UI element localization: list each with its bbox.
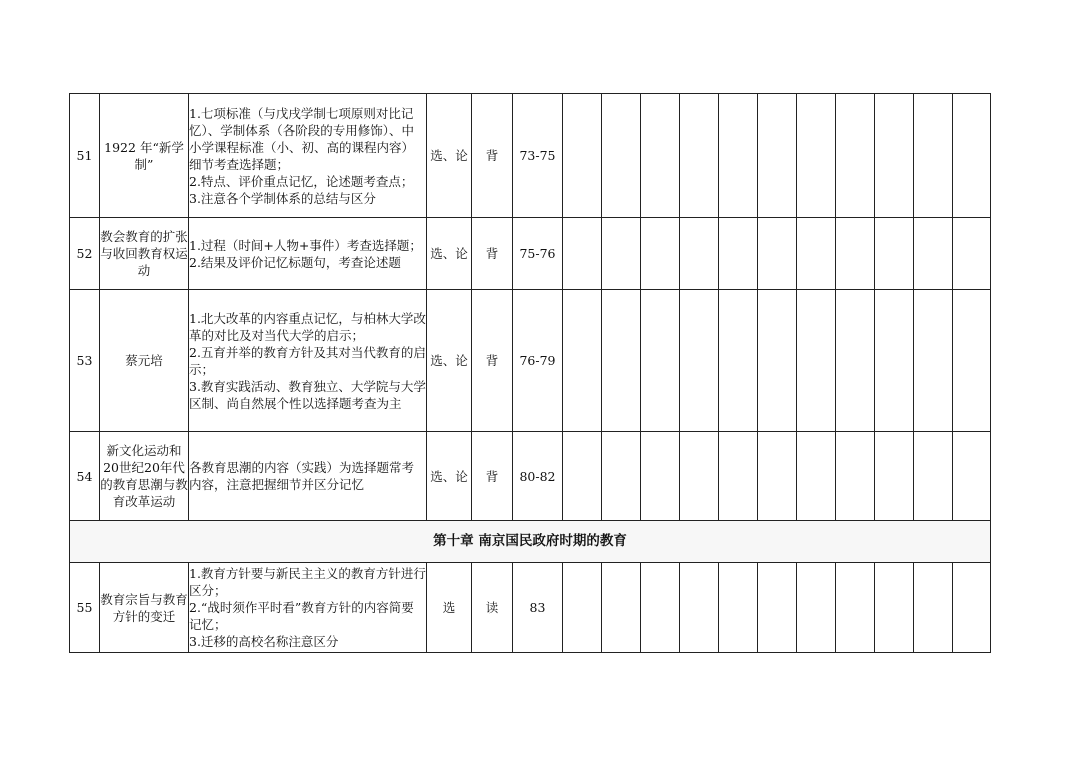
empty-cell [563,94,602,218]
topic-cell: 蔡元培 [100,290,189,432]
description-line: 1.七项标准（与戊戌学制七项原则对比记忆）、学制体系（各阶段的专用修饰）、中小学课程标准（小、初、高的课程内容）细节考查选择题； [189,105,415,172]
question-type-cell: 选、论 [427,218,472,290]
topic-cell: 1922 年“新学制” [100,94,189,218]
empty-cell [836,563,875,653]
empty-cell [758,563,797,653]
empty-cell [836,290,875,432]
empty-cell [797,432,836,521]
empty-cell [758,432,797,521]
topic-cell: 教会教育的扩张与收回教育权运动 [100,218,189,290]
empty-cell [602,94,641,218]
study-method-cell: 背 [472,218,513,290]
empty-cell [680,432,719,521]
page-range-cell: 73-75 [513,94,563,218]
empty-cell [797,290,836,432]
empty-cell [680,218,719,290]
row-number: 53 [70,290,100,432]
description-line: 3.注意各个学制体系的总结与区分 [189,190,376,206]
empty-cell [680,563,719,653]
empty-cell [602,432,641,521]
study-method-cell: 背 [472,432,513,521]
empty-cell [953,432,991,521]
table-row [70,290,991,432]
empty-cell [875,563,914,653]
empty-cell [719,290,758,432]
question-type-cell: 选、论 [427,94,472,218]
empty-cell [563,290,602,432]
empty-cell [875,218,914,290]
empty-cell [641,432,680,521]
empty-cell [602,218,641,290]
empty-cell [563,218,602,290]
question-type-cell: 选、论 [427,290,472,432]
table-row [70,218,991,290]
empty-cell [797,218,836,290]
empty-cell [875,432,914,521]
empty-cell [914,432,953,521]
description-line: 1.教育方针要与新民主主义的教育方针进行区分； [189,566,426,598]
empty-cell [758,94,797,218]
empty-cell [563,563,602,653]
empty-cell [875,290,914,432]
row-number: 54 [70,432,100,521]
description-line: 各教育思潮的内容（实践）为选择题常考内容，注意把握细节并区分记忆 [189,460,415,492]
empty-cell [602,290,641,432]
empty-cell [953,218,991,290]
empty-cell [719,218,758,290]
empty-cell [914,563,953,653]
empty-cell [953,290,991,432]
description-cell [189,94,427,218]
empty-cell [641,563,680,653]
description-cell [189,563,427,653]
empty-cell [797,563,836,653]
empty-cell [719,563,758,653]
page-range-cell: 76-79 [513,290,563,432]
study-method-cell: 读 [472,563,513,653]
study-plan-table [69,93,991,653]
empty-cell [563,432,602,521]
description-cell [189,218,427,290]
empty-cell [641,290,680,432]
table-row [70,432,991,521]
description-line: 2.结果及评价记忆标题句，考查论述题 [189,254,401,270]
description-line: 1.北大改革的内容重点记忆，与柏林大学改革的对比及对当代大学的启示； [189,310,426,343]
empty-cell [797,94,836,218]
empty-cell [719,94,758,218]
empty-cell [680,94,719,218]
description-line: 2.五育并举的教育方针及其对当代教育的启示； [189,344,426,377]
empty-cell [641,94,680,218]
empty-cell [680,290,719,432]
table-row [70,563,991,653]
description-line: 2.特点、评价重点记忆，论述题考查点； [189,173,414,189]
question-type-cell: 选、论 [427,432,472,521]
empty-cell [758,218,797,290]
description-line: 3.教育实践活动、教育独立、大学院与大学区制、尚自然展个性以选择题考查为主 [189,378,426,411]
empty-cell [914,290,953,432]
description-cell [189,432,427,521]
topic-cell: 教育宗旨与教育方针的变迁 [100,563,189,653]
page-range-cell: 80-82 [513,432,563,521]
empty-cell [602,563,641,653]
description-line: 3.迁移的高校名称注意区分 [189,634,339,649]
description-cell [189,290,427,432]
empty-cell [914,218,953,290]
empty-cell [719,432,758,521]
description-line: 1.过程（时间+人物+事件）考查选择题； [189,237,422,253]
page-range-cell: 75-76 [513,218,563,290]
empty-cell [836,432,875,521]
table-row [70,94,991,218]
empty-cell [758,290,797,432]
empty-cell [875,94,914,218]
chapter-header-row [70,521,991,563]
empty-cell [836,218,875,290]
empty-cell [641,218,680,290]
chapter-title: 第十章 南京国民政府时期的教育 [70,521,991,563]
empty-cell [836,94,875,218]
study-method-cell: 背 [472,290,513,432]
row-number: 52 [70,218,100,290]
page-range-cell: 83 [513,563,563,653]
description-line: 2.“战时须作平时看”教育方针的内容简要记忆； [189,600,414,632]
topic-cell: 新文化运动和20世纪20年代的教育思潮与教育改革运动 [100,432,189,521]
empty-cell [914,94,953,218]
study-method-cell: 背 [472,94,513,218]
row-number: 55 [70,563,100,653]
empty-cell [953,94,991,218]
empty-cell [953,563,991,653]
row-number: 51 [70,94,100,218]
question-type-cell: 选 [427,563,472,653]
